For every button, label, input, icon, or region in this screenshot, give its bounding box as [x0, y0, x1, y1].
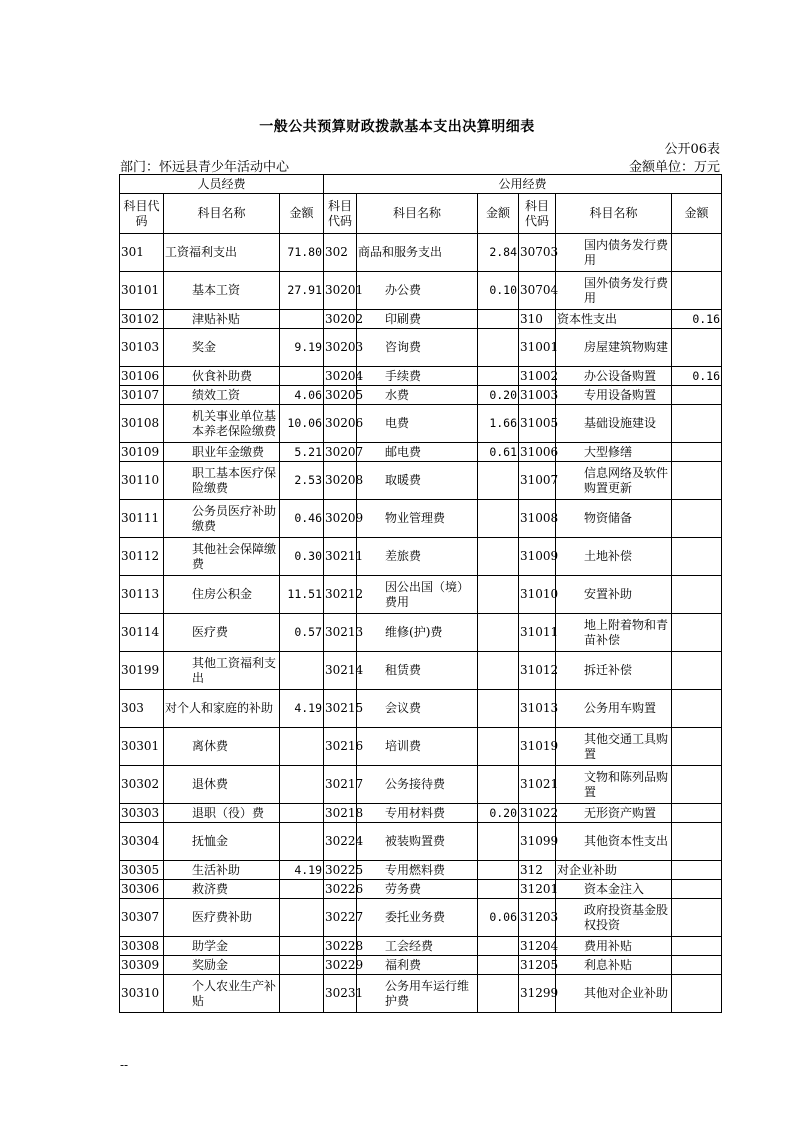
cell-code: 31013 — [519, 690, 556, 728]
col-header-name: 科目名称 — [164, 194, 280, 234]
table-row — [120, 880, 722, 899]
cell-name: 公务员医疗补助缴费 — [164, 500, 280, 538]
cell-code: 31099 — [519, 823, 556, 861]
cell-name: 其他对企业补助 — [556, 975, 672, 1013]
cell-name: 利息补贴 — [556, 956, 672, 975]
cell-name: 退职（役）费 — [164, 804, 280, 823]
cell-name: 公务用车运行维护费 — [357, 975, 478, 1013]
cell-amount: 2.84 — [478, 234, 519, 272]
cell-code: 31001 — [519, 329, 556, 367]
cell-name: 救济费 — [164, 880, 280, 899]
table-row — [120, 937, 722, 956]
cell-amount: 1.66 — [478, 405, 519, 443]
cell-code: 30101 — [120, 272, 164, 310]
cell-code: 301 — [120, 234, 164, 272]
cell-name: 公务用车购置 — [556, 690, 672, 728]
cell-code: 30229 — [324, 956, 357, 975]
cell-name: 因公出国（境）费用 — [357, 576, 478, 614]
cell-amount — [672, 386, 722, 405]
cell-amount — [672, 975, 722, 1013]
col-header-code: 科目代码 — [519, 194, 556, 234]
cell-name: 福利费 — [357, 956, 478, 975]
cell-amount — [672, 823, 722, 861]
cell-name: 抚恤金 — [164, 823, 280, 861]
cell-code: 30109 — [120, 443, 164, 462]
cell-name: 水费 — [357, 386, 478, 405]
cell-amount — [280, 937, 324, 956]
cell-code: 30218 — [324, 804, 357, 823]
cell-amount — [280, 899, 324, 937]
cell-name: 离休费 — [164, 728, 280, 766]
form-number: 公开06表 — [664, 142, 720, 157]
cell-amount: 0.06 — [478, 899, 519, 937]
cell-name: 房屋建筑物购建 — [556, 329, 672, 367]
cell-amount — [672, 614, 722, 652]
cell-code: 30199 — [120, 652, 164, 690]
cell-code: 30216 — [324, 728, 357, 766]
cell-amount — [672, 538, 722, 576]
cell-amount — [478, 652, 519, 690]
cell-amount: 0.46 — [280, 500, 324, 538]
cell-amount — [672, 861, 722, 880]
cell-code: 30111 — [120, 500, 164, 538]
cell-name: 差旅费 — [357, 538, 478, 576]
cell-name: 委托业务费 — [357, 899, 478, 937]
cell-amount: 0.20 — [478, 386, 519, 405]
cell-code: 30112 — [120, 538, 164, 576]
cell-code: 30110 — [120, 462, 164, 500]
cell-code: 30227 — [324, 899, 357, 937]
cell-code: 30108 — [120, 405, 164, 443]
cell-code: 30201 — [324, 272, 357, 310]
cell-code: 310 — [519, 310, 556, 329]
cell-amount: 9.19 — [280, 329, 324, 367]
cell-amount: 10.06 — [280, 405, 324, 443]
cell-name: 取暖费 — [357, 462, 478, 500]
col-header-code: 科目代码 — [120, 194, 164, 234]
cell-code: 30205 — [324, 386, 357, 405]
table-row — [120, 614, 722, 652]
cell-amount — [478, 975, 519, 1013]
col-header-code: 科目代码 — [324, 194, 357, 234]
cell-name: 工资福利支出 — [164, 234, 280, 272]
cell-amount: 0.30 — [280, 538, 324, 576]
cell-amount — [280, 880, 324, 899]
cell-name: 国外债务发行费用 — [556, 272, 672, 310]
cell-name: 物资储备 — [556, 500, 672, 538]
table-row — [120, 538, 722, 576]
table-row — [120, 500, 722, 538]
cell-name: 拆迁补偿 — [556, 652, 672, 690]
cell-code: 30114 — [120, 614, 164, 652]
table-row — [120, 899, 722, 937]
cell-name: 被装购置费 — [357, 823, 478, 861]
cell-name: 公务接待费 — [357, 766, 478, 804]
cell-code: 31005 — [519, 405, 556, 443]
cell-amount — [478, 861, 519, 880]
cell-amount — [280, 956, 324, 975]
cell-code: 30307 — [120, 899, 164, 937]
cell-code: 30106 — [120, 367, 164, 386]
cell-amount — [478, 766, 519, 804]
cell-amount — [280, 652, 324, 690]
cell-code: 30308 — [120, 937, 164, 956]
group-header-personnel: 人员经费 — [120, 175, 324, 194]
cell-amount — [672, 443, 722, 462]
footer-mark: -- — [120, 1058, 129, 1072]
cell-amount — [478, 823, 519, 861]
cell-name: 医疗费补助 — [164, 899, 280, 937]
cell-amount — [478, 329, 519, 367]
cell-amount — [672, 766, 722, 804]
cell-name: 津贴补贴 — [164, 310, 280, 329]
cell-amount — [672, 234, 722, 272]
cell-amount: 0.16 — [672, 310, 722, 329]
cell-code: 31203 — [519, 899, 556, 937]
cell-code: 30306 — [120, 880, 164, 899]
cell-name: 医疗费 — [164, 614, 280, 652]
cell-amount — [672, 272, 722, 310]
cell-code: 31006 — [519, 443, 556, 462]
cell-code: 30309 — [120, 956, 164, 975]
cell-code: 31009 — [519, 538, 556, 576]
cell-name: 安置补助 — [556, 576, 672, 614]
cell-amount — [478, 310, 519, 329]
cell-code: 30224 — [324, 823, 357, 861]
cell-name: 文物和陈列品购置 — [556, 766, 672, 804]
cell-code: 31019 — [519, 728, 556, 766]
cell-name: 专用燃料费 — [357, 861, 478, 880]
cell-code: 30225 — [324, 861, 357, 880]
table-row — [120, 329, 722, 367]
cell-amount — [478, 367, 519, 386]
cell-name: 电费 — [357, 405, 478, 443]
cell-name: 职业年金缴费 — [164, 443, 280, 462]
table-row — [120, 367, 722, 386]
table-row — [120, 766, 722, 804]
cell-amount — [478, 880, 519, 899]
table-row — [120, 823, 722, 861]
cell-name: 工会经费 — [357, 937, 478, 956]
cell-amount — [478, 576, 519, 614]
cell-name: 助学金 — [164, 937, 280, 956]
cell-code: 303 — [120, 690, 164, 728]
cell-amount: 4.19 — [280, 690, 324, 728]
cell-amount — [478, 614, 519, 652]
cell-name: 对个人和家庭的补助 — [164, 690, 280, 728]
cell-code: 31021 — [519, 766, 556, 804]
col-header-name: 科目名称 — [556, 194, 672, 234]
cell-amount: 0.16 — [672, 367, 722, 386]
cell-amount — [478, 538, 519, 576]
cell-name: 印刷费 — [357, 310, 478, 329]
table-row — [120, 956, 722, 975]
cell-name: 伙食补助费 — [164, 367, 280, 386]
cell-code: 30103 — [120, 329, 164, 367]
cell-amount: 71.80 — [280, 234, 324, 272]
cell-code: 30213 — [324, 614, 357, 652]
cell-name: 专用材料费 — [357, 804, 478, 823]
table-row — [120, 652, 722, 690]
cell-amount — [672, 937, 722, 956]
cell-name: 办公设备购置 — [556, 367, 672, 386]
cell-name: 培训费 — [357, 728, 478, 766]
cell-name: 政府投资基金股权投资 — [556, 899, 672, 937]
cell-name: 其他社会保障缴费 — [164, 538, 280, 576]
cell-code: 30211 — [324, 538, 357, 576]
table-row — [120, 443, 722, 462]
cell-amount — [478, 937, 519, 956]
cell-code: 30107 — [120, 386, 164, 405]
col-header-amount: 金额 — [280, 194, 324, 234]
cell-name: 邮电费 — [357, 443, 478, 462]
cell-code: 30305 — [120, 861, 164, 880]
cell-code: 30214 — [324, 652, 357, 690]
cell-name: 劳务费 — [357, 880, 478, 899]
cell-code: 30310 — [120, 975, 164, 1013]
cell-code: 31003 — [519, 386, 556, 405]
cell-code: 30703 — [519, 234, 556, 272]
cell-name: 资本金注入 — [556, 880, 672, 899]
cell-name: 土地补偿 — [556, 538, 672, 576]
cell-amount — [672, 880, 722, 899]
cell-amount — [672, 956, 722, 975]
cell-amount — [672, 728, 722, 766]
cell-code: 30215 — [324, 690, 357, 728]
cell-code: 31022 — [519, 804, 556, 823]
table-row — [120, 386, 722, 405]
cell-name: 手续费 — [357, 367, 478, 386]
cell-amount — [478, 690, 519, 728]
table-row — [120, 310, 722, 329]
cell-name: 专用设备购置 — [556, 386, 672, 405]
cell-name: 大型修缮 — [556, 443, 672, 462]
cell-code: 31002 — [519, 367, 556, 386]
cell-code: 312 — [519, 861, 556, 880]
cell-code: 30303 — [120, 804, 164, 823]
cell-code: 30231 — [324, 975, 357, 1013]
cell-name: 其他交通工具购置 — [556, 728, 672, 766]
cell-amount: 0.61 — [478, 443, 519, 462]
table-row — [120, 690, 722, 728]
cell-code: 30209 — [324, 500, 357, 538]
cell-amount — [280, 766, 324, 804]
cell-amount — [280, 728, 324, 766]
table-row — [120, 462, 722, 500]
col-header-amount: 金额 — [478, 194, 519, 234]
cell-code: 302 — [324, 234, 357, 272]
expenditure-detail-table — [119, 174, 722, 1013]
cell-code: 30217 — [324, 766, 357, 804]
cell-amount — [478, 956, 519, 975]
amount-unit-label: 金额单位：万元 — [628, 160, 720, 175]
department-label: 部门：怀远县青少年活动中心 — [120, 160, 290, 175]
cell-amount — [672, 576, 722, 614]
cell-name: 绩效工资 — [164, 386, 280, 405]
cell-name: 地上附着物和青苗补偿 — [556, 614, 672, 652]
cell-amount — [280, 310, 324, 329]
cell-name: 对企业补助 — [556, 861, 672, 880]
cell-amount — [672, 899, 722, 937]
cell-amount — [672, 652, 722, 690]
cell-code: 30301 — [120, 728, 164, 766]
cell-name: 国内债务发行费用 — [556, 234, 672, 272]
cell-code: 31299 — [519, 975, 556, 1013]
cell-name: 租赁费 — [357, 652, 478, 690]
cell-name: 机关事业单位基本养老保险缴费 — [164, 405, 280, 443]
cell-amount — [280, 975, 324, 1013]
cell-amount: 11.51 — [280, 576, 324, 614]
cell-amount: 0.10 — [478, 272, 519, 310]
cell-name: 基础设施建设 — [556, 405, 672, 443]
cell-amount — [280, 804, 324, 823]
col-header-amount: 金额 — [672, 194, 722, 234]
cell-code: 30203 — [324, 329, 357, 367]
cell-code: 30304 — [120, 823, 164, 861]
cell-code: 30102 — [120, 310, 164, 329]
cell-code: 30302 — [120, 766, 164, 804]
cell-amount: 4.19 — [280, 861, 324, 880]
cell-code: 31012 — [519, 652, 556, 690]
cell-amount — [478, 728, 519, 766]
cell-name: 基本工资 — [164, 272, 280, 310]
cell-code: 30208 — [324, 462, 357, 500]
cell-name: 退休费 — [164, 766, 280, 804]
cell-name: 奖金 — [164, 329, 280, 367]
cell-code: 31204 — [519, 937, 556, 956]
cell-amount — [478, 462, 519, 500]
cell-code: 30207 — [324, 443, 357, 462]
cell-name: 办公费 — [357, 272, 478, 310]
cell-code: 31205 — [519, 956, 556, 975]
cell-name: 其他工资福利支出 — [164, 652, 280, 690]
table-row — [120, 576, 722, 614]
cell-name: 信息网络及软件购置更新 — [556, 462, 672, 500]
cell-amount: 27.91 — [280, 272, 324, 310]
cell-name: 无形资产购置 — [556, 804, 672, 823]
cell-name: 职工基本医疗保险缴费 — [164, 462, 280, 500]
cell-code: 31008 — [519, 500, 556, 538]
cell-code: 31007 — [519, 462, 556, 500]
cell-amount — [478, 500, 519, 538]
cell-code: 30206 — [324, 405, 357, 443]
table-row — [120, 272, 722, 310]
cell-name: 商品和服务支出 — [357, 234, 478, 272]
cell-name: 其他资本性支出 — [556, 823, 672, 861]
cell-code: 30226 — [324, 880, 357, 899]
cell-amount — [672, 462, 722, 500]
cell-amount — [672, 500, 722, 538]
cell-name: 奖励金 — [164, 956, 280, 975]
cell-name: 住房公积金 — [164, 576, 280, 614]
table-row — [120, 234, 722, 272]
cell-code: 30228 — [324, 937, 357, 956]
cell-code: 31010 — [519, 576, 556, 614]
table-row — [120, 804, 722, 823]
cell-amount: 0.20 — [478, 804, 519, 823]
cell-code: 30212 — [324, 576, 357, 614]
table-row — [120, 405, 722, 443]
table-row — [120, 861, 722, 880]
cell-name: 物业管理费 — [357, 500, 478, 538]
cell-amount — [672, 804, 722, 823]
cell-name: 咨询费 — [357, 329, 478, 367]
cell-name: 维修(护)费 — [357, 614, 478, 652]
cell-amount — [672, 690, 722, 728]
cell-amount: 4.06 — [280, 386, 324, 405]
table-row — [120, 728, 722, 766]
table-row — [120, 975, 722, 1013]
cell-amount — [280, 367, 324, 386]
cell-name: 个人农业生产补贴 — [164, 975, 280, 1013]
cell-name: 资本性支出 — [556, 310, 672, 329]
group-header-public: 公用经费 — [324, 175, 722, 194]
report-title: 一般公共预算财政拨款基本支出决算明细表 — [259, 119, 535, 135]
cell-code: 31011 — [519, 614, 556, 652]
cell-amount: 0.57 — [280, 614, 324, 652]
cell-name: 生活补助 — [164, 861, 280, 880]
cell-amount: 2.53 — [280, 462, 324, 500]
cell-amount — [672, 405, 722, 443]
cell-code: 31201 — [519, 880, 556, 899]
cell-amount — [280, 823, 324, 861]
cell-code: 30113 — [120, 576, 164, 614]
cell-name: 会议费 — [357, 690, 478, 728]
cell-amount — [672, 329, 722, 367]
cell-code: 30204 — [324, 367, 357, 386]
col-header-name: 科目名称 — [357, 194, 478, 234]
cell-code: 30704 — [519, 272, 556, 310]
cell-amount: 5.21 — [280, 443, 324, 462]
cell-name: 费用补贴 — [556, 937, 672, 956]
cell-code: 30202 — [324, 310, 357, 329]
